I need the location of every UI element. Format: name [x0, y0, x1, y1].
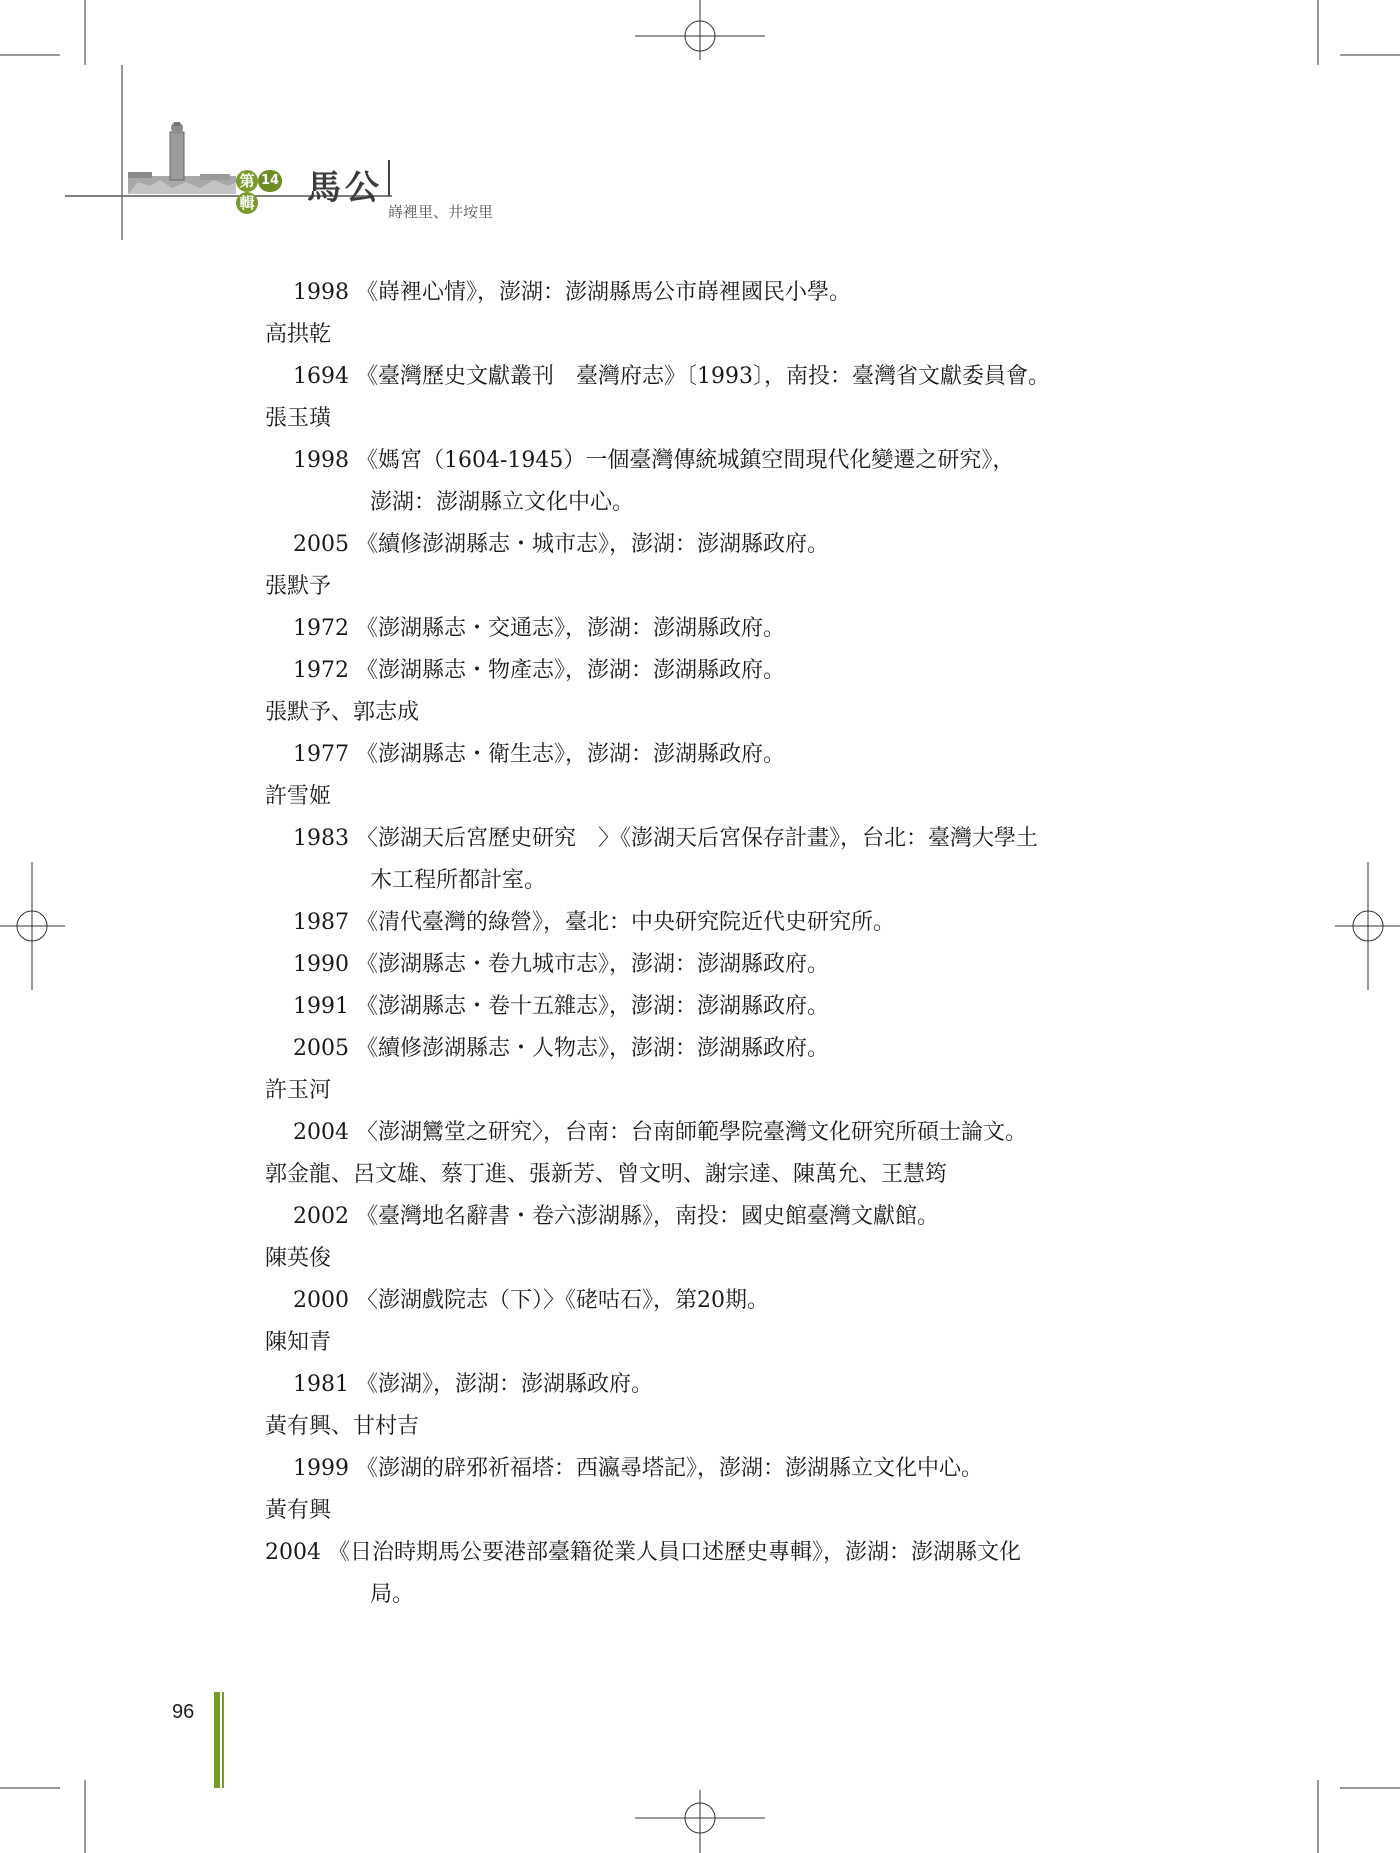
bibliography-entry: 2005 《續修澎湖縣志・城市志》，澎湖：澎湖縣政府。	[293, 532, 829, 557]
bibliography-entry: 1999 《澎湖的辟邪祈福塔：西瀛尋塔記》，澎湖：澎湖縣立文化中心。	[293, 1456, 983, 1481]
bibliography-entry-continuation: 澎湖：澎湖縣立文化中心。	[370, 490, 635, 515]
author-name: 高拱乾	[265, 322, 332, 347]
author-name: 張玉璜	[265, 406, 332, 431]
bibliography-entry: 1977 《澎湖縣志・衛生志》，澎湖：澎湖縣政府。	[293, 742, 785, 767]
author-name: 郭金龍、呂文雄、蔡丁進、張新芳、曾文明、謝宗達、陳萬允、王慧筠	[265, 1162, 948, 1187]
monument-illustration	[128, 122, 236, 194]
author-name: 陳英俊	[265, 1246, 332, 1271]
author-name: 黃有興、甘村吉	[265, 1414, 420, 1439]
bibliography-entry: 1998 《媽宮（1604-1945）一個臺灣傳統城鎮空間現代化變遷之研究》，	[293, 448, 1015, 473]
author-name: 張默予	[265, 574, 332, 599]
series-suffix: 輯	[236, 192, 258, 214]
bibliography-entry: 1991 《澎湖縣志・卷十五雜志》，澎湖：澎湖縣政府。	[293, 994, 829, 1019]
series-number: 14	[258, 170, 282, 192]
bibliography-entry: 2004 《日治時期馬公要港部臺籍從業人員口述歷史專輯》，澎湖：澎湖縣文化	[265, 1540, 1021, 1565]
bibliography-entry: 1972 《澎湖縣志・交通志》，澎湖：澎湖縣政府。	[293, 616, 785, 641]
bibliography-entry: 1981 《澎湖》，澎湖：澎湖縣政府。	[293, 1372, 653, 1397]
series-prefix: 第	[236, 170, 258, 192]
author-name: 許玉河	[265, 1078, 332, 1103]
page-number: 96	[172, 1701, 195, 1723]
author-name: 張默予、郭志成	[265, 700, 420, 725]
page-accent-bar	[214, 1692, 220, 1788]
bibliography-entry: 1990 《澎湖縣志・卷九城市志》，澎湖：澎湖縣政府。	[293, 952, 829, 977]
author-name: 黃有興	[265, 1498, 332, 1523]
bibliography-entry: 2002 《臺灣地名辭書・卷六澎湖縣》，南投：國史館臺灣文獻館。	[293, 1204, 939, 1229]
bibliography-entry-continuation: 局。	[370, 1582, 415, 1607]
bibliography-entry: 1987 《清代臺灣的綠營》，臺北：中央研究院近代史研究所。	[293, 910, 895, 935]
bibliography-entry-continuation: 木工程所都計室。	[370, 868, 547, 893]
chapter-subtitle: 嵵裡里、井垵里	[388, 203, 494, 221]
author-name: 陳知青	[265, 1330, 332, 1355]
bibliography-entry: 2005 《續修澎湖縣志・人物志》，澎湖：澎湖縣政府。	[293, 1036, 829, 1061]
bibliography-entry: 1983 〈澎湖天后宮歷史研究 〉《澎湖天后宮保存計畫》，台北：臺灣大學土	[293, 826, 1038, 851]
header-banner	[0, 0, 1400, 240]
bibliography-entry: 2004 〈澎湖鸞堂之研究〉，台南：台南師範學院臺灣文化研究所碩士論文。	[293, 1120, 1027, 1145]
page-accent-bar-thin	[222, 1692, 224, 1788]
bibliography-list	[265, 272, 1205, 1616]
bibliography-entry: 1694 《臺灣歷史文獻叢刊 臺灣府志》〔1993〕，南投：臺灣省文獻委員會。	[293, 364, 1050, 389]
series-badge	[236, 170, 296, 212]
book-title: 馬公	[307, 168, 383, 208]
bibliography-entry: 2000 〈澎湖戲院志（下）〉《硓咕石》，第20期。	[293, 1288, 769, 1313]
bibliography-entry: 1998 《嵵裡心情》，澎湖：澎湖縣馬公市嵵裡國民小學。	[293, 280, 851, 305]
author-name: 許雪姬	[265, 784, 332, 809]
bibliography-entry: 1972 《澎湖縣志・物產志》，澎湖：澎湖縣政府。	[293, 658, 785, 683]
